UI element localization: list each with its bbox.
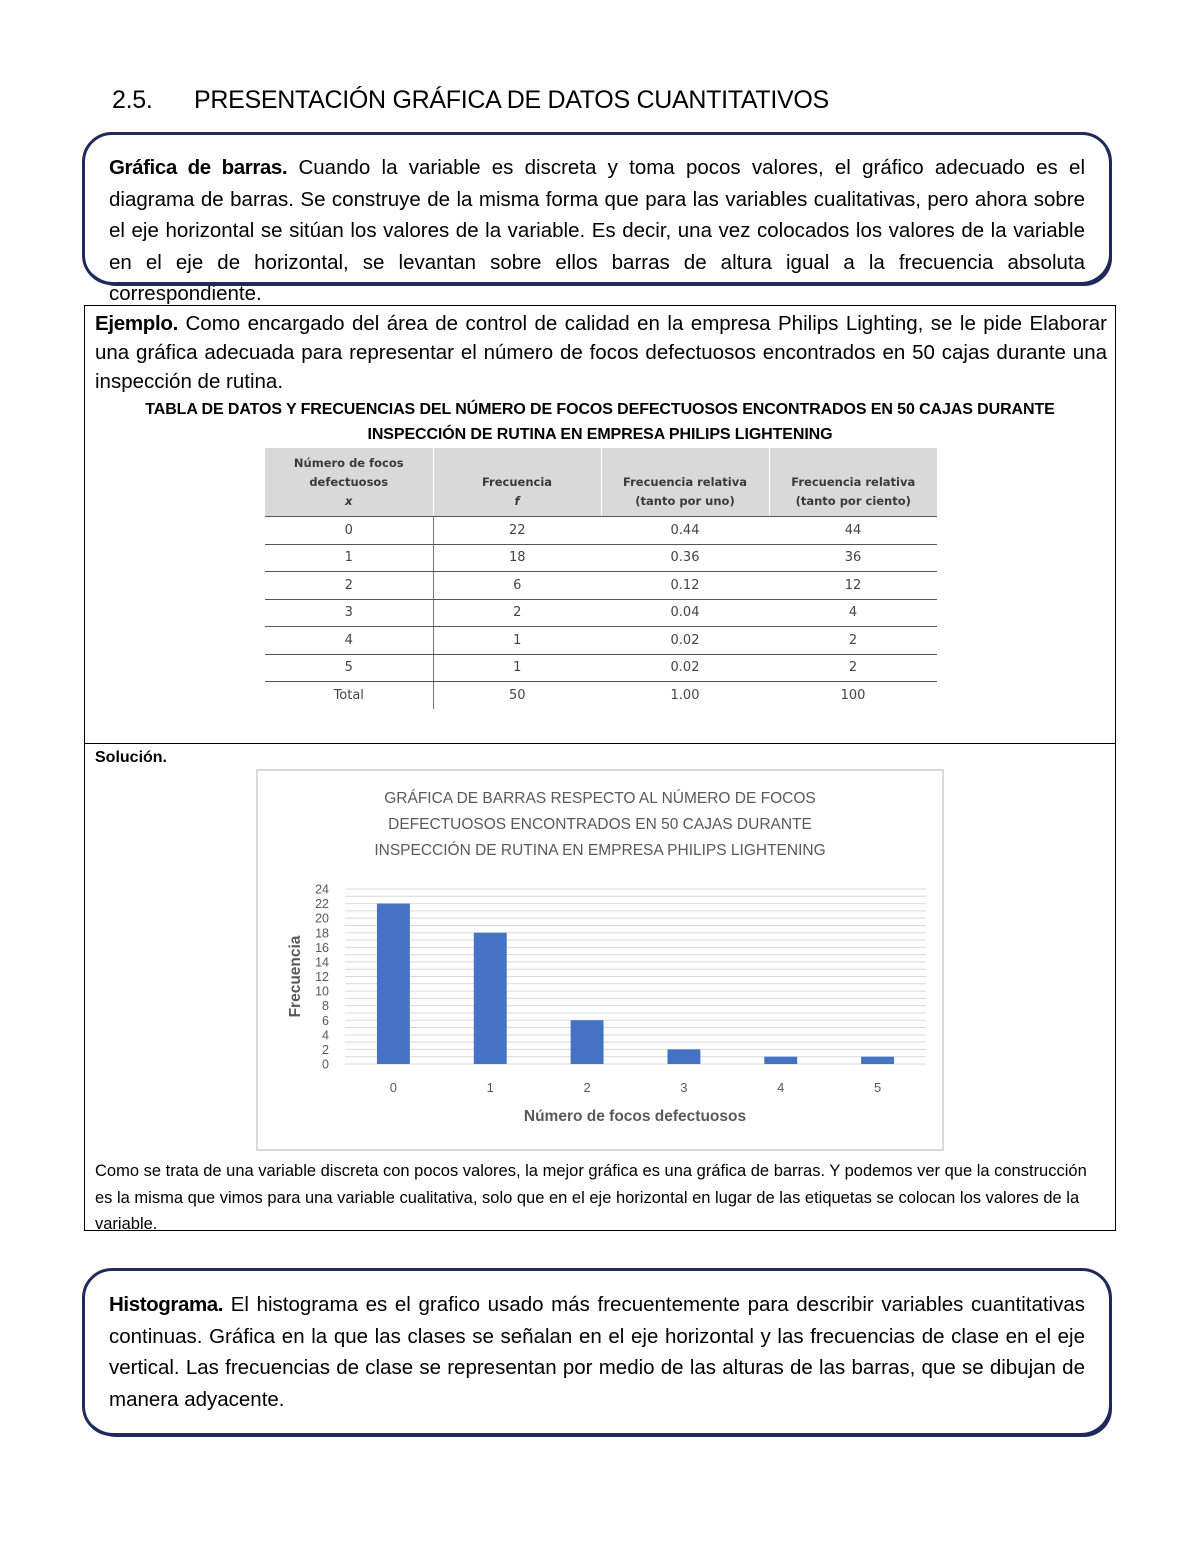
table-title [85, 397, 1115, 447]
table-cell: 36 [769, 544, 937, 572]
table-header-2-line3: (tanto por uno) [635, 493, 735, 508]
table-row [265, 627, 937, 655]
chart-ytick-label: 24 [315, 882, 329, 897]
example-text: Como encargado del área de control de calidad en la empresa Philips Lighting, se le pide Elaborar una gráfica adecuada para representar el número de focos defectuosos encontrados en 50 cajas durante una inspección de rutina. [95, 312, 1107, 393]
table-row [265, 682, 937, 709]
table-header-3-line3: (tanto por ciento) [795, 493, 911, 508]
table-cell: 50 [508, 687, 526, 703]
table-header-3-line1 [771, 454, 937, 473]
chart-xtick-label: 2 [583, 1080, 591, 1095]
bar-chart-definition-box [82, 132, 1112, 305]
table-header-0-line2: defectuosos [309, 474, 389, 489]
chart-ytick-label: 12 [315, 970, 329, 984]
chart-xlabel: Número de focos defectuosos [523, 1108, 747, 1125]
section-divider [85, 743, 1115, 744]
chart-ytick-label: 20 [315, 911, 329, 926]
solution-label: Solución. [95, 749, 167, 766]
table-cell: 12 [769, 572, 937, 600]
table-title-line2: INSPECCIÓN DE RUTINA EN EMPRESA PHILIPS LIGHTENING [367, 426, 833, 443]
table-cell: 0.36 [601, 544, 769, 572]
bar-chart-definition [109, 152, 1085, 310]
section-title: PRESENTACIÓN GRÁFICA DE DATOS CUANTITATIVOS [194, 86, 829, 114]
section-number: 2.5. [112, 86, 153, 114]
table-header-1-line3: f [514, 493, 520, 508]
table-cell: 0.44 [601, 517, 769, 545]
table-row [265, 517, 937, 545]
table-header-1-line2: Frecuencia [481, 474, 553, 489]
chart-title-line: INSPECCIÓN DE RUTINA EN EMPRESA PHILIPS LIGHTENING [374, 842, 826, 859]
table-cell: 6 [433, 572, 601, 600]
chart-ytick-label: 18 [315, 926, 329, 941]
table-cell: 0.12 [601, 572, 769, 600]
chart-ytick-label: 22 [315, 897, 329, 912]
table-header-row [265, 448, 937, 517]
table-row [265, 599, 937, 627]
chart-bar [571, 1020, 604, 1064]
table-row [265, 572, 937, 600]
chart-xtick-label: 5 [873, 1080, 882, 1095]
chart-bar [667, 1049, 700, 1064]
histogram-definition-text: El histograma es el grafico usado más frecuentemente para describir variables cuantitativas continuas. Gráfica en la que las clases se señalan en el eje horizontal y las frecuencias de clase en el eje vertical. Las frecuencias de clase se representan por medio de las alturas de las barras, que se dibujan de manera adyacente. [109, 1293, 1085, 1411]
chart-ylabel: Frecuencia [287, 935, 304, 1018]
table-cell: 3 [265, 599, 433, 627]
table-row [265, 654, 937, 682]
table-header-2-line1 [603, 454, 768, 473]
table-cell: 0 [265, 517, 433, 545]
example-statement [95, 309, 1107, 396]
histogram-term: Histograma. [109, 1293, 224, 1316]
table-cell: 2 [265, 572, 433, 600]
table-cell: 1 [433, 627, 601, 655]
frequency-table [265, 448, 937, 709]
chart-ytick-label: 8 [322, 999, 329, 1014]
table-cell: 2 [769, 654, 937, 682]
table-cell: 100 [840, 687, 866, 703]
example-label: Ejemplo. [95, 312, 179, 335]
table-cell: 5 [265, 654, 433, 682]
table-header-3-line2: Frecuencia relativa [791, 474, 916, 489]
table-header-0-line3: x [345, 493, 353, 508]
table-row [265, 544, 937, 572]
table-cell: 2 [769, 627, 937, 655]
solution-text: Como se trata de una variable discreta con pocos valores, la mejor gráfica es una gráfica de barras. Y podemos ver que la construcción es la misma que vimos para una variable cualitativa, solo que en el eje horizontal en lugar de las etiquetas se colocan los valores de la variable. [95, 1162, 1087, 1233]
section-heading [112, 86, 829, 115]
histogram-definition [109, 1289, 1085, 1415]
table-title-line1: TABLA DE DATOS Y FRECUENCIAS DEL NÚMERO DE FOCOS DEFECTUOSOS ENCONTRADOS EN 50 CAJAS DURANTE [145, 401, 1055, 418]
chart-ytick-label: 2 [322, 1042, 329, 1057]
table-body [265, 517, 937, 709]
table-cell: 4 [265, 627, 433, 655]
bar-chart-definition-text: Cuando la variable es discreta y toma pocos valores, el gráfico adecuado es el diagrama de barras. Se construye de la misma forma que para las variables cualitativas, pero ahora sobre el eje horizontal se sitúan los valores de la variable. Es decir, una vez colocados los valores de la variable en el eje de horizontal, se levantan sobre ellos barras de altura igual a la frecuencia absoluta correspondiente. [109, 156, 1086, 305]
table-cell: 0.02 [601, 654, 769, 682]
chart-title-line: GRÁFICA DE BARRAS RESPECTO AL NÚMERO DE FOCOS [384, 790, 816, 807]
table-header-0 [265, 448, 433, 517]
chart-ytick-label: 0 [322, 1057, 329, 1072]
table-header-0-line1: Número de focos [293, 455, 404, 470]
table-cell: 1 [433, 654, 601, 682]
chart-ytick-label: 4 [322, 1028, 329, 1043]
chart-ytick-label: 16 [315, 940, 329, 955]
chart-bar [377, 904, 410, 1064]
bar-chart [256, 769, 944, 1151]
chart-bar [474, 933, 507, 1064]
table-cell: 22 [433, 517, 601, 545]
table-header-1-line1 [435, 454, 600, 473]
chart-xtick-label: 4 [777, 1080, 785, 1095]
table-cell: 4 [769, 599, 937, 627]
table-header-2-line2: Frecuencia relativa [623, 474, 747, 489]
bar-chart-term: Gráfica de barras. [109, 156, 288, 179]
table-header-1 [433, 448, 601, 517]
table-cell: 2 [433, 599, 601, 627]
chart-xtick-label: 1 [486, 1080, 494, 1095]
example-frame [84, 305, 1116, 1231]
chart-ytick-label: 14 [315, 955, 329, 970]
table-cell: 0.02 [601, 627, 769, 655]
table-cell: 1 [265, 544, 433, 572]
bar-chart-svg [258, 771, 942, 1149]
table-cell: 18 [433, 544, 601, 572]
chart-bar [861, 1057, 894, 1064]
table-header-3 [769, 448, 937, 517]
chart-title-line: DEFECTUOSOS ENCONTRADOS EN 50 CAJAS DURANTE [388, 816, 812, 833]
table-cell: Total [265, 682, 433, 709]
chart-xtick-label: 0 [389, 1080, 398, 1095]
chart-xtick-label: 3 [680, 1080, 688, 1095]
chart-ytick-label: 10 [315, 984, 329, 999]
chart-bar [764, 1057, 797, 1064]
histogram-definition-box [82, 1268, 1112, 1436]
table-cell: 1.00 [670, 687, 700, 703]
table-cell: 0.04 [601, 599, 769, 627]
table-header-2 [601, 448, 769, 517]
table-cell: 44 [769, 517, 937, 545]
chart-ytick-label: 6 [322, 1013, 329, 1028]
